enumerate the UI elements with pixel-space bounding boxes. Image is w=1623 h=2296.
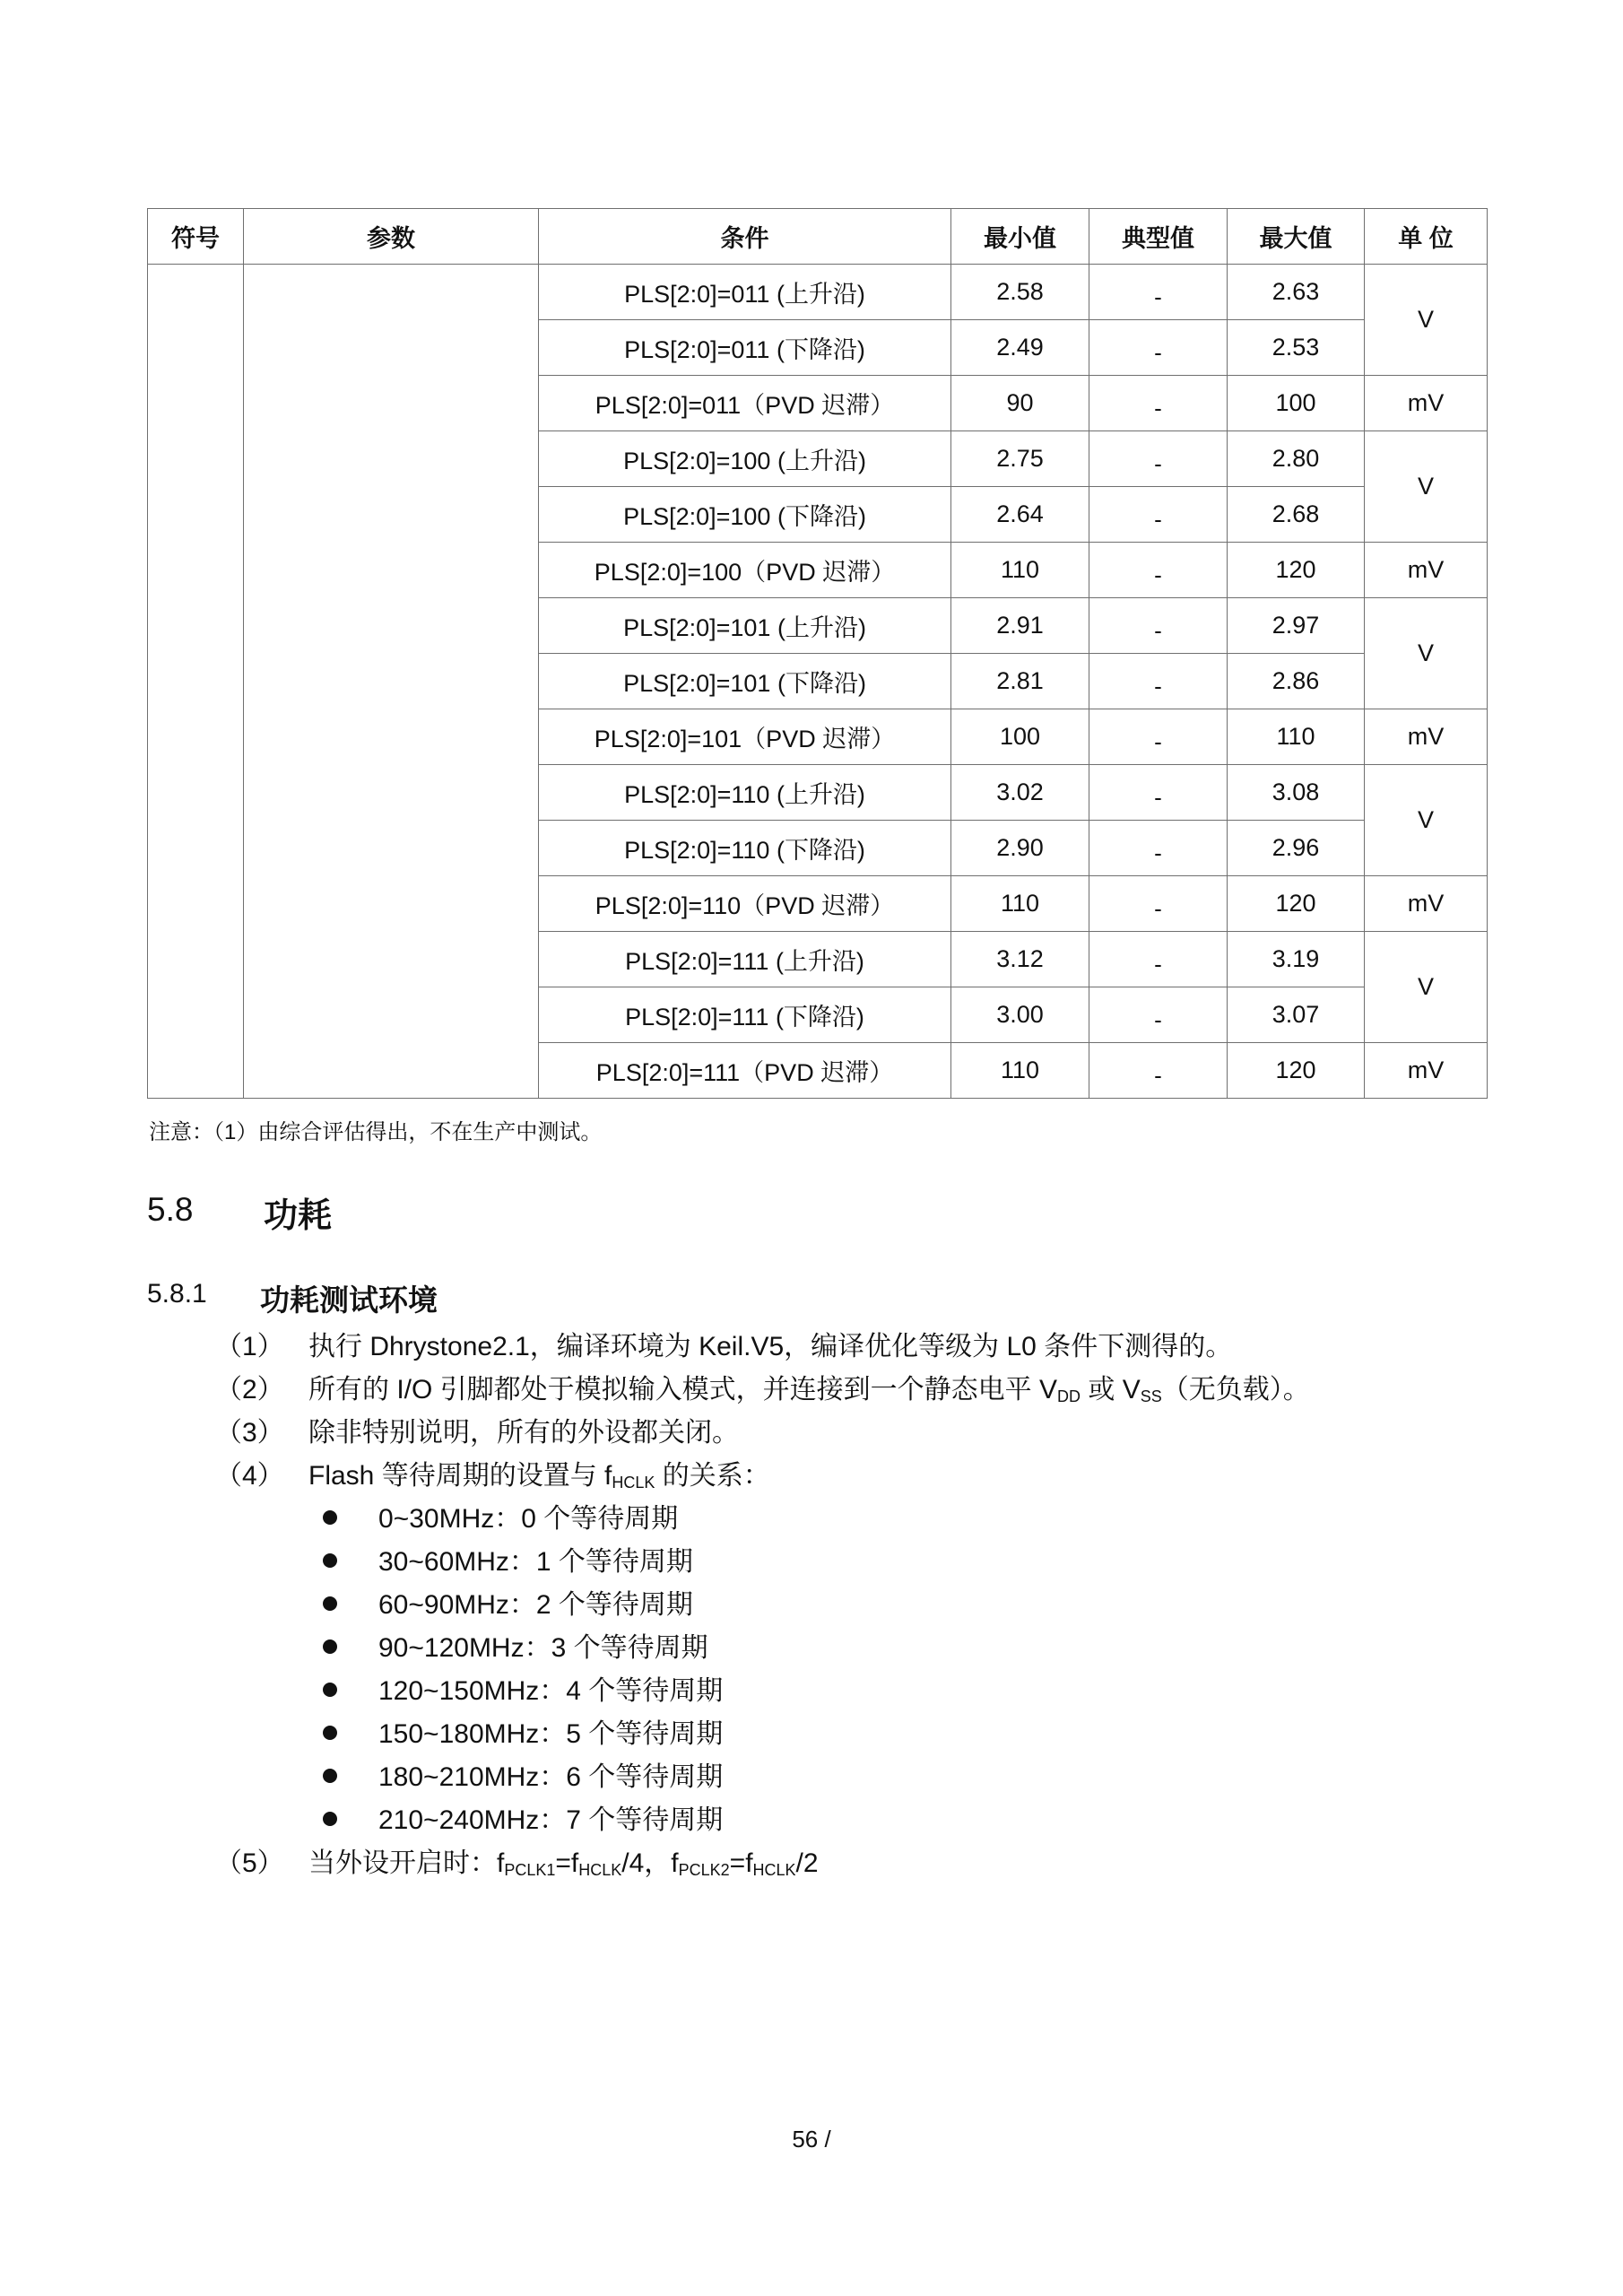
dash-mark: - bbox=[1154, 728, 1162, 755]
condition-cell: PLS[2:0]=111 (下降沿) bbox=[539, 987, 951, 1043]
item-number: （5） bbox=[215, 1848, 284, 1878]
max-cell: 3.07 bbox=[1228, 987, 1365, 1043]
typ-cell bbox=[1089, 765, 1228, 821]
header-unit: 单 位 bbox=[1365, 209, 1488, 265]
wait-state-item bbox=[323, 1625, 708, 1665]
list-item-2 bbox=[215, 1367, 1310, 1406]
max-cell: 2.68 bbox=[1228, 487, 1365, 543]
dash-mark: - bbox=[1154, 617, 1162, 644]
wait-state-text: 150~180MHz：5 个等待周期 bbox=[378, 1719, 724, 1749]
dash-mark: - bbox=[1154, 450, 1162, 477]
max-cell: 3.08 bbox=[1228, 765, 1365, 821]
unit-cell: V bbox=[1365, 431, 1488, 543]
section-number: 5.8 bbox=[147, 1191, 194, 1228]
wait-state-text: 0~30MHz：0 个等待周期 bbox=[378, 1504, 679, 1534]
typ-cell bbox=[1089, 431, 1228, 487]
min-cell: 2.58 bbox=[951, 265, 1089, 320]
unit-cell: V bbox=[1365, 265, 1488, 376]
unit-cell: V bbox=[1365, 598, 1488, 709]
wait-state-item bbox=[323, 1668, 723, 1708]
condition-cell: PLS[2:0]=100 (下降沿) bbox=[539, 487, 951, 543]
wait-state-item bbox=[323, 1797, 723, 1837]
typ-cell bbox=[1089, 543, 1228, 598]
max-cell: 2.53 bbox=[1228, 320, 1365, 376]
typ-cell bbox=[1089, 654, 1228, 709]
typ-cell bbox=[1089, 320, 1228, 376]
section-heading bbox=[147, 1191, 333, 1235]
item-text: =f bbox=[729, 1848, 753, 1878]
typ-cell bbox=[1089, 987, 1228, 1043]
wait-state-text: 120~150MHz：4 个等待周期 bbox=[378, 1676, 724, 1706]
condition-cell: PLS[2:0]=110 (上升沿) bbox=[539, 765, 951, 821]
max-cell: 2.97 bbox=[1228, 598, 1365, 654]
max-cell: 120 bbox=[1228, 543, 1365, 598]
wait-state-item bbox=[323, 1539, 693, 1578]
typ-cell bbox=[1089, 821, 1228, 876]
item-text: 执行 Dhrystone2.1，编译环境为 Keil.V5，编译优化等级为 L0 条件下测得的。 bbox=[308, 1332, 1233, 1361]
subscript: DD bbox=[1057, 1387, 1081, 1405]
min-cell: 90 bbox=[951, 376, 1089, 431]
typ-cell bbox=[1089, 265, 1228, 320]
condition-cell: PLS[2:0]=100（PVD 迟滞） bbox=[539, 543, 951, 598]
dash-mark: - bbox=[1154, 673, 1162, 700]
dash-mark: - bbox=[1154, 339, 1162, 366]
subscript: HCLK bbox=[752, 1861, 796, 1879]
subscript: PCLK1 bbox=[504, 1861, 556, 1879]
item-number: （1） bbox=[215, 1332, 284, 1361]
min-cell: 110 bbox=[951, 876, 1089, 932]
condition-cell: PLS[2:0]=101 (下降沿) bbox=[539, 654, 951, 709]
item-number: （4） bbox=[215, 1461, 284, 1491]
unit-cell: mV bbox=[1365, 1043, 1488, 1099]
wait-state-item bbox=[323, 1582, 693, 1622]
table-header-row bbox=[148, 209, 1488, 265]
parameter-cell bbox=[244, 265, 539, 1099]
subscript: HCLK bbox=[578, 1861, 622, 1879]
max-cell: 2.80 bbox=[1228, 431, 1365, 487]
item-text: 或 V bbox=[1081, 1375, 1141, 1405]
max-cell: 3.19 bbox=[1228, 932, 1365, 987]
dash-mark: - bbox=[1154, 561, 1162, 588]
unit-cell: mV bbox=[1365, 876, 1488, 932]
bullet-icon bbox=[323, 1726, 337, 1740]
item-number: （3） bbox=[215, 1418, 284, 1448]
dash-mark: - bbox=[1154, 395, 1162, 422]
typ-cell bbox=[1089, 487, 1228, 543]
header-min: 最小值 bbox=[951, 209, 1089, 265]
min-cell: 3.12 bbox=[951, 932, 1089, 987]
bullet-icon bbox=[323, 1769, 337, 1783]
header-typ: 典型值 bbox=[1089, 209, 1228, 265]
max-cell: 2.96 bbox=[1228, 821, 1365, 876]
min-cell: 2.49 bbox=[951, 320, 1089, 376]
item-text: 除非特别说明，所有的外设都关闭。 bbox=[308, 1418, 739, 1448]
condition-cell: PLS[2:0]=110 (下降沿) bbox=[539, 821, 951, 876]
typ-cell bbox=[1089, 709, 1228, 765]
unit-cell: mV bbox=[1365, 709, 1488, 765]
subscript: SS bbox=[1140, 1387, 1162, 1405]
wait-state-item bbox=[323, 1496, 678, 1535]
list-item-1 bbox=[215, 1324, 1232, 1363]
bullet-icon bbox=[323, 1683, 337, 1697]
min-cell: 2.81 bbox=[951, 654, 1089, 709]
header-symbol: 符号 bbox=[148, 209, 244, 265]
max-cell: 100 bbox=[1228, 376, 1365, 431]
condition-cell: PLS[2:0]=111 (上升沿) bbox=[539, 932, 951, 987]
typ-cell bbox=[1089, 876, 1228, 932]
header-parameter: 参数 bbox=[244, 209, 539, 265]
typ-cell bbox=[1089, 376, 1228, 431]
condition-cell: PLS[2:0]=100 (上升沿) bbox=[539, 431, 951, 487]
min-cell: 2.75 bbox=[951, 431, 1089, 487]
subscript: HCLK bbox=[612, 1474, 655, 1492]
section-title: 功耗 bbox=[264, 1197, 333, 1235]
typ-cell bbox=[1089, 598, 1228, 654]
wait-state-text: 210~240MHz：7 个等待周期 bbox=[378, 1805, 724, 1835]
min-cell: 110 bbox=[951, 543, 1089, 598]
unit-cell: V bbox=[1365, 932, 1488, 1043]
bullet-icon bbox=[323, 1639, 337, 1654]
header-condition: 条件 bbox=[539, 209, 951, 265]
wait-state-item bbox=[323, 1711, 723, 1751]
dash-mark: - bbox=[1154, 895, 1162, 922]
item-text: 所有的 I/O 引脚都处于模拟输入模式，并连接到一个静态电平 V bbox=[308, 1375, 1058, 1405]
typ-cell bbox=[1089, 932, 1228, 987]
table-note: 注意：（1）由综合评估得出，不在生产中测试。 bbox=[149, 1120, 603, 1144]
condition-cell: PLS[2:0]=111（PVD 迟滞） bbox=[539, 1043, 951, 1099]
item-text: Flash 等待周期的设置与 f bbox=[308, 1461, 612, 1491]
dash-mark: - bbox=[1154, 506, 1162, 533]
unit-cell: V bbox=[1365, 765, 1488, 876]
max-cell: 120 bbox=[1228, 876, 1365, 932]
item-text: 当外设开启时：f bbox=[308, 1848, 505, 1878]
condition-cell: PLS[2:0]=011 (下降沿) bbox=[539, 320, 951, 376]
item-text: 的关系： bbox=[655, 1461, 770, 1491]
bullet-icon bbox=[323, 1812, 337, 1826]
wait-state-text: 180~210MHz：6 个等待周期 bbox=[378, 1762, 724, 1792]
min-cell: 2.90 bbox=[951, 821, 1089, 876]
item-text: /2 bbox=[795, 1848, 819, 1878]
condition-cell: PLS[2:0]=101（PVD 迟滞） bbox=[539, 709, 951, 765]
min-cell: 2.64 bbox=[951, 487, 1089, 543]
subscript: PCLK2 bbox=[678, 1861, 730, 1879]
list-item-4 bbox=[215, 1453, 770, 1492]
bullet-icon bbox=[323, 1553, 337, 1568]
list-item-3 bbox=[215, 1410, 739, 1449]
dash-mark: - bbox=[1154, 951, 1162, 978]
pvd-threshold-table bbox=[147, 208, 1488, 1099]
max-cell: 110 bbox=[1228, 709, 1365, 765]
min-cell: 2.91 bbox=[951, 598, 1089, 654]
item-text: /4，f bbox=[621, 1848, 679, 1878]
condition-cell: PLS[2:0]=011 (上升沿) bbox=[539, 265, 951, 320]
min-cell: 3.02 bbox=[951, 765, 1089, 821]
dash-mark: - bbox=[1154, 784, 1162, 811]
wait-state-text: 90~120MHz：3 个等待周期 bbox=[378, 1633, 708, 1663]
max-cell: 2.63 bbox=[1228, 265, 1365, 320]
dash-mark: - bbox=[1154, 1062, 1162, 1089]
unit-cell: mV bbox=[1365, 543, 1488, 598]
bullet-icon bbox=[323, 1510, 337, 1525]
dash-mark: - bbox=[1154, 283, 1162, 310]
condition-cell: PLS[2:0]=101 (上升沿) bbox=[539, 598, 951, 654]
bullet-icon bbox=[323, 1596, 337, 1611]
subsection-title: 功耗测试环境 bbox=[260, 1283, 438, 1317]
typ-cell bbox=[1089, 1043, 1228, 1099]
unit-cell: mV bbox=[1365, 376, 1488, 431]
subsection-number: 5.8.1 bbox=[147, 1279, 207, 1309]
min-cell: 3.00 bbox=[951, 987, 1089, 1043]
min-cell: 100 bbox=[951, 709, 1089, 765]
min-cell: 110 bbox=[951, 1043, 1089, 1099]
table-body bbox=[148, 265, 1488, 1099]
max-cell: 2.86 bbox=[1228, 654, 1365, 709]
page-number: 56 / bbox=[792, 2126, 831, 2152]
list-item-5 bbox=[215, 1840, 819, 1880]
wait-state-text: 30~60MHz：1 个等待周期 bbox=[378, 1547, 693, 1577]
table-row bbox=[148, 265, 1488, 320]
max-cell: 120 bbox=[1228, 1043, 1365, 1099]
condition-cell: PLS[2:0]=011（PVD 迟滞） bbox=[539, 376, 951, 431]
item-number: （2） bbox=[215, 1375, 284, 1405]
wait-state-item bbox=[323, 1754, 723, 1794]
condition-cell: PLS[2:0]=110（PVD 迟滞） bbox=[539, 876, 951, 932]
item-text: =f bbox=[555, 1848, 579, 1878]
dash-mark: - bbox=[1154, 1006, 1162, 1033]
symbol-cell bbox=[148, 265, 244, 1099]
item-text: （无负载）。 bbox=[1161, 1375, 1310, 1405]
dash-mark: - bbox=[1154, 839, 1162, 866]
wait-state-text: 60~90MHz：2 个等待周期 bbox=[378, 1590, 693, 1620]
subsection-heading bbox=[147, 1279, 438, 1317]
header-max: 最大值 bbox=[1228, 209, 1365, 265]
